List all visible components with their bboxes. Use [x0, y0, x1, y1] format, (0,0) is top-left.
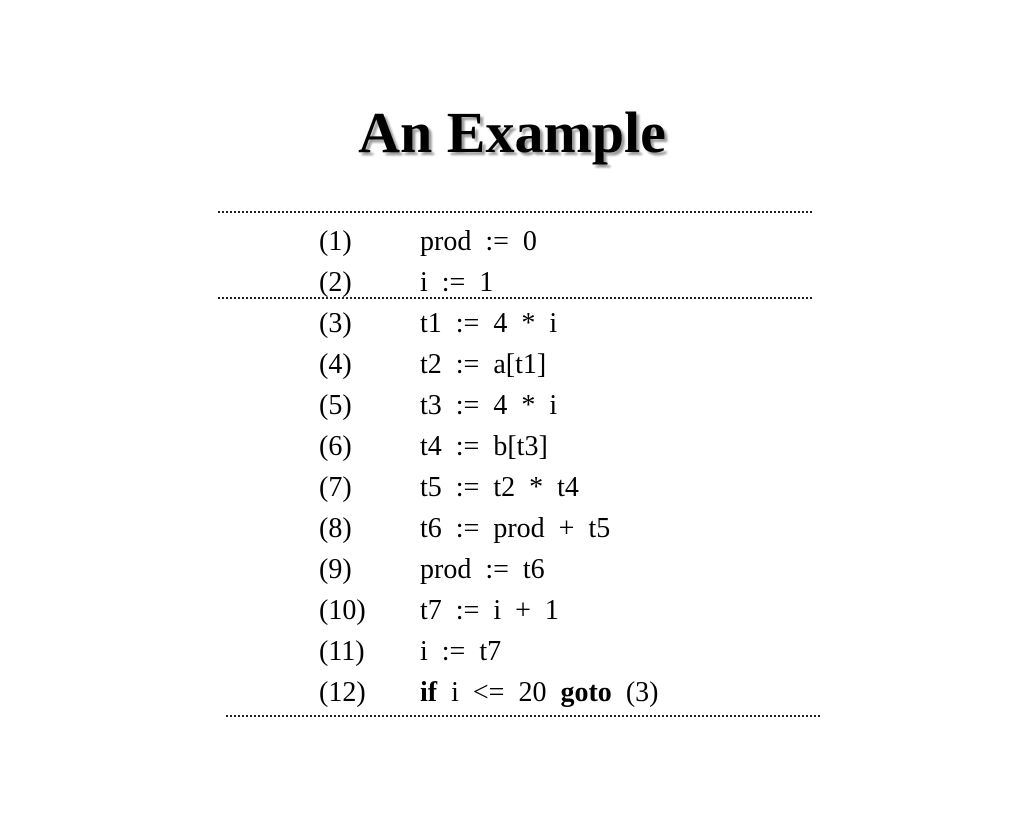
- line-number: (10): [319, 595, 366, 626]
- code-line: [319, 262, 494, 303]
- line-number: (9): [319, 554, 352, 585]
- code-line: [319, 631, 502, 672]
- line-statement: t3 := 4 * i: [420, 390, 558, 421]
- keyword-if: if: [420, 677, 438, 708]
- condition-text: i <= 20: [437, 677, 561, 708]
- dotted-divider-bottom: [226, 715, 820, 717]
- line-number: (5): [319, 390, 352, 421]
- line-number: (8): [319, 513, 352, 544]
- code-line: [319, 590, 559, 631]
- line-statement: i := 1: [420, 267, 494, 298]
- line-number: (3): [319, 308, 352, 339]
- line-number: (6): [319, 431, 352, 462]
- line-number: (12): [319, 677, 366, 708]
- line-number: (2): [319, 267, 352, 298]
- line-number: (11): [319, 636, 365, 667]
- three-address-code-listing: [319, 221, 659, 713]
- code-line: [319, 385, 558, 426]
- line-number: (1): [319, 226, 352, 257]
- line-statement: prod := 0: [420, 226, 537, 257]
- line-statement: prod := t6: [420, 554, 545, 585]
- line-statement: t1 := 4 * i: [420, 308, 558, 339]
- line-statement: t5 := t2 * t4: [420, 472, 579, 503]
- code-line: [319, 672, 659, 713]
- line-statement: t7 := i + 1: [420, 595, 559, 626]
- line-number: (4): [319, 349, 352, 380]
- code-line: [319, 508, 611, 549]
- line-statement: t6 := prod + t5: [420, 513, 611, 544]
- code-line: [319, 467, 579, 508]
- dotted-divider-top: [218, 211, 812, 213]
- code-line: [319, 549, 545, 590]
- goto-target: (3): [611, 677, 659, 708]
- line-statement: t4 := b[t3]: [420, 431, 548, 462]
- slide-title: An Example: [358, 100, 666, 165]
- line-statement: i := t7: [420, 636, 502, 667]
- dotted-divider-middle: [218, 297, 812, 299]
- code-line: [319, 303, 558, 344]
- code-line: [319, 221, 537, 262]
- code-line: [319, 426, 548, 467]
- line-statement: [420, 672, 658, 713]
- line-number: (7): [319, 472, 352, 503]
- line-statement: t2 := a[t1]: [420, 349, 547, 380]
- code-line: [319, 344, 547, 385]
- keyword-goto: goto: [560, 677, 612, 708]
